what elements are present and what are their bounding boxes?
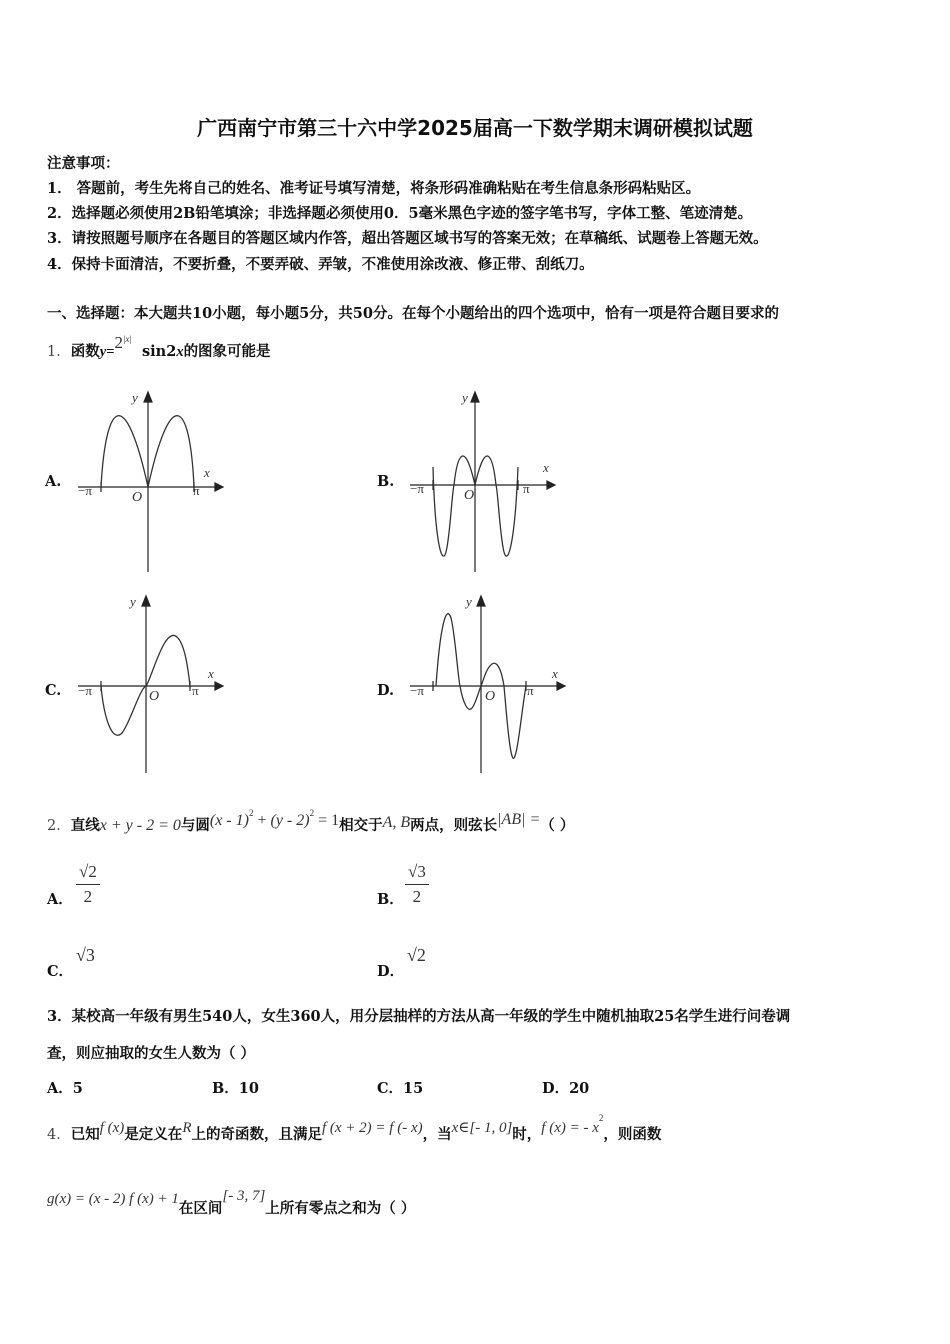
page-title: 广西南宁市第三十六中学2025届高一下数学期末调研模拟试题: [197, 116, 753, 140]
question-4-stem-line1: 4．已知f (x)是定义在R上的奇函数，且满足f (x + 2) = f (- x)，当x∈[- 1, 0]时，f (x) = - $x^2$，则函数: [47, 1113, 662, 1143]
svg-text:O: O: [485, 689, 496, 704]
q2-option-a-value: $\frac{√2}{2}$: [76, 862, 100, 907]
notice-item: 1． 答题前，考生先将自己的姓名、准考证号填写清楚，将条形码准确粘贴在考生信息条形码粘贴区。: [47, 180, 701, 197]
notice-item: 4．保持卡面清洁，不要折叠，不要弄破、弄皱，不准使用涂改液、修正带、刮纸刀。: [47, 256, 594, 273]
option-c-label: C.: [45, 682, 62, 699]
q3-option-d: D．20: [542, 1080, 590, 1097]
origin-label: O: [132, 490, 143, 505]
y-axis-label: y: [132, 390, 138, 405]
question-number: 1．: [47, 344, 71, 360]
q3-option-b: B．10: [212, 1080, 259, 1097]
svg-text:x: x: [543, 460, 549, 475]
q2-option-d-value: √2: [407, 945, 426, 965]
notice-heading: 注意事项：: [47, 155, 120, 172]
q2-option-a: A．: [47, 891, 73, 908]
question-2-stem: 2．直线x + y - 2 = 0与圆(x - 1)$^2$ + (y - 2)$^2$ = 1相交于A, B两点，则弦长|AB| =（ ）: [47, 808, 575, 834]
question-number: 2．: [47, 818, 71, 834]
question-4-stem-line2: g(x) = (x - 2) f (x) + 1在区间[- 3, 7]上所有零点之和为（ ）: [47, 1188, 416, 1217]
q3-option-a: A．5: [47, 1080, 83, 1097]
svg-text:−π: −π: [410, 481, 424, 496]
q2-option-c: C．: [47, 963, 74, 980]
question-1-stem: 1．函数$y=2^{|x|}$ sin2x的图象可能是: [47, 333, 271, 360]
graph-a: [70, 382, 230, 582]
neg-pi-label: −π: [78, 483, 92, 498]
q2-option-d: D．: [377, 963, 405, 980]
svg-text:O: O: [464, 488, 475, 503]
svg-text:π: π: [527, 683, 534, 698]
notice-item: 2．选择题必须使用2B铅笔填涂；非选择题必须使用0．5毫米黑色字迹的签字笔书写，字体工整、笔迹清楚。: [47, 205, 753, 222]
svg-text:π: π: [523, 481, 530, 496]
option-b-label: B.: [377, 473, 395, 490]
graph-d: [402, 588, 572, 778]
notice-item: 3．请按照题号顺序在各题目的答题区域内作答，超出答题区域书写的答案无效；在草稿纸、试题卷上答题无效。: [47, 230, 768, 247]
svg-text:−π: −π: [410, 683, 424, 698]
svg-text:π: π: [192, 683, 199, 698]
svg-text:y: y: [466, 594, 472, 609]
q2-option-b-value: $\frac{√3}{2}$: [405, 862, 429, 907]
q2-option-b: B．: [377, 891, 404, 908]
question-3-stem-line1: 3．某校高一年级有男生540人，女生360人，用分层抽样的方法从高一年级的学生中随机抽取25名学生进行问卷调: [47, 1008, 791, 1025]
pi-label: π: [193, 483, 200, 498]
section-heading: 一、选择题：本大题共10小题，每小题5分，共50分。在每个小题给出的四个选项中，恰有一项是符合题目要求的: [47, 305, 779, 322]
graph-b: [402, 382, 562, 582]
svg-text:y: y: [462, 390, 468, 405]
question-number: 4．: [47, 1127, 71, 1143]
svg-text:x: x: [208, 666, 214, 681]
graph-c: [70, 588, 230, 778]
question-3-stem-line2: 查，则应抽取的女生人数为（ ）: [47, 1045, 256, 1062]
svg-text:x: x: [552, 666, 558, 681]
q2-option-c-value: √3: [76, 945, 95, 965]
svg-text:−π: −π: [78, 683, 92, 698]
svg-text:O: O: [149, 689, 160, 704]
x-axis-label: x: [204, 465, 210, 480]
option-d-label: D.: [377, 682, 395, 699]
svg-text:y: y: [130, 594, 136, 609]
option-a-label: A.: [45, 473, 62, 490]
q3-option-c: C．15: [377, 1080, 424, 1097]
